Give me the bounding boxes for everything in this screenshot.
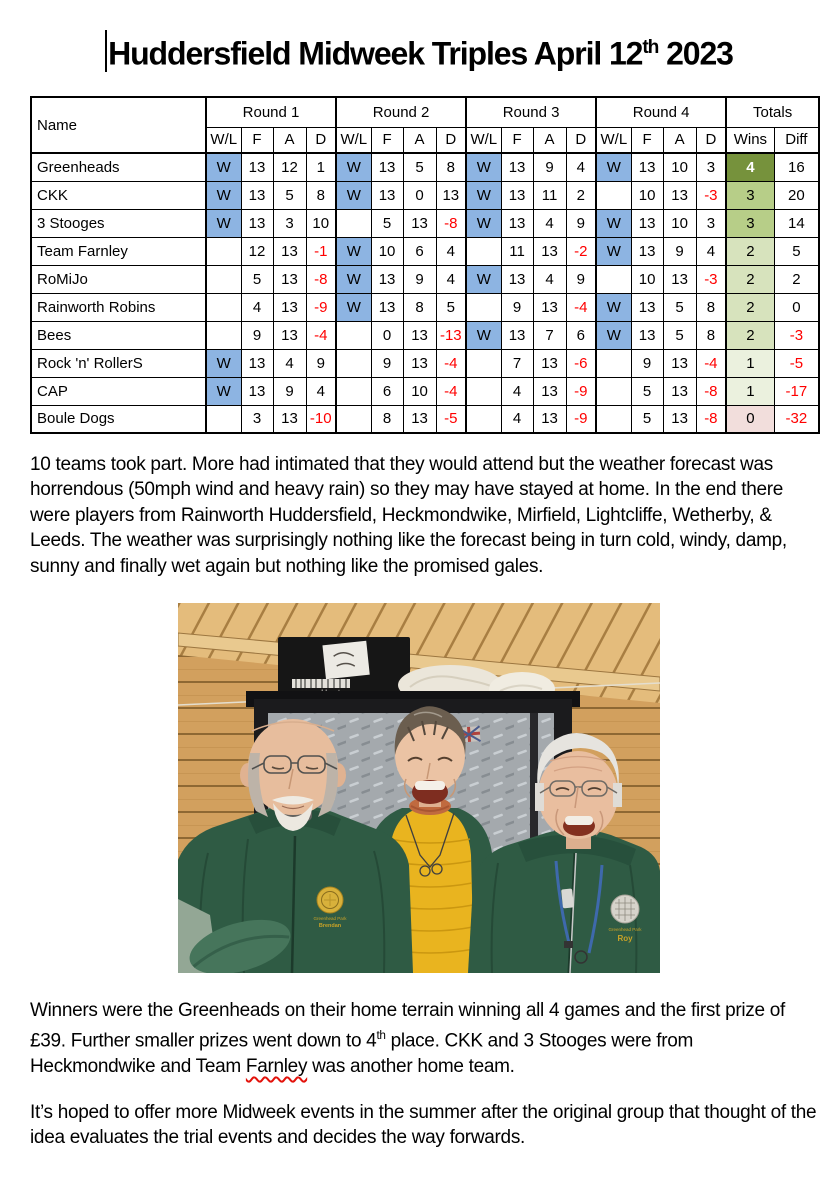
diff-cell: 0 bbox=[774, 293, 819, 321]
round-header-1: Round 1 bbox=[206, 97, 336, 127]
diff-cell: 16 bbox=[774, 153, 819, 181]
wl-cell bbox=[336, 405, 371, 433]
sub-header-diff: Diff bbox=[774, 127, 819, 153]
sub-header-f: F bbox=[631, 127, 663, 153]
wl-cell bbox=[206, 405, 241, 433]
team-name: Rock 'n' RollerS bbox=[31, 349, 206, 377]
f-cell: 13 bbox=[631, 293, 663, 321]
diff-cell: -32 bbox=[774, 405, 819, 433]
d-cell: 8 bbox=[306, 181, 336, 209]
a-cell: 6 bbox=[403, 237, 436, 265]
team-name: Greenheads bbox=[31, 153, 206, 181]
f-cell: 13 bbox=[501, 209, 533, 237]
a-cell: 13 bbox=[403, 321, 436, 349]
a-cell: 7 bbox=[533, 321, 566, 349]
f-cell: 13 bbox=[241, 209, 273, 237]
a-cell: 13 bbox=[273, 405, 306, 433]
team-name: CAP bbox=[31, 377, 206, 405]
wl-cell bbox=[336, 321, 371, 349]
sub-header-a: A bbox=[273, 127, 306, 153]
d-cell: 9 bbox=[306, 349, 336, 377]
f-cell: 13 bbox=[241, 153, 273, 181]
d-cell: 8 bbox=[696, 293, 726, 321]
d-cell: 4 bbox=[436, 265, 466, 293]
f-cell: 0 bbox=[371, 321, 403, 349]
wl-cell bbox=[466, 237, 501, 265]
d-cell: -1 bbox=[306, 237, 336, 265]
d-cell: -3 bbox=[696, 265, 726, 293]
sub-header-wl: W/L bbox=[206, 127, 241, 153]
f-cell: 13 bbox=[631, 153, 663, 181]
wl-cell bbox=[206, 237, 241, 265]
wl-cell: W bbox=[206, 209, 241, 237]
team-row bbox=[31, 153, 819, 181]
wins-cell: 4 bbox=[726, 153, 774, 181]
a-cell: 13 bbox=[273, 321, 306, 349]
a-cell: 4 bbox=[533, 265, 566, 293]
f-cell: 13 bbox=[631, 321, 663, 349]
results-table-body bbox=[31, 153, 819, 433]
d-cell: -4 bbox=[566, 293, 596, 321]
d-cell: 6 bbox=[566, 321, 596, 349]
team-name: Rainworth Robins bbox=[31, 293, 206, 321]
a-cell: 5 bbox=[663, 321, 696, 349]
wins-cell: 2 bbox=[726, 321, 774, 349]
team-row bbox=[31, 405, 819, 433]
a-cell: 13 bbox=[533, 349, 566, 377]
d-cell: -8 bbox=[436, 209, 466, 237]
sub-header-a: A bbox=[533, 127, 566, 153]
sub-header-d: D bbox=[566, 127, 596, 153]
d-cell: -5 bbox=[436, 405, 466, 433]
f-cell: 13 bbox=[631, 209, 663, 237]
paragraph-text: place. CKK and 3 Stooges were from Heckmondwike and Team bbox=[30, 1030, 694, 1078]
team-name: RoMiJo bbox=[31, 265, 206, 293]
a-cell: 4 bbox=[533, 209, 566, 237]
wl-cell: W bbox=[466, 153, 501, 181]
wl-cell bbox=[596, 181, 631, 209]
sub-header-wl: W/L bbox=[596, 127, 631, 153]
paragraph-text: was another home team. bbox=[307, 1056, 515, 1078]
a-cell: 4 bbox=[273, 349, 306, 377]
wl-cell bbox=[596, 405, 631, 433]
d-cell: 4 bbox=[306, 377, 336, 405]
wl-cell: W bbox=[206, 349, 241, 377]
a-cell: 13 bbox=[273, 237, 306, 265]
winners-photo-illustration bbox=[178, 603, 660, 973]
f-cell: 13 bbox=[631, 237, 663, 265]
f-cell: 13 bbox=[501, 265, 533, 293]
wl-cell: W bbox=[466, 181, 501, 209]
d-cell: -10 bbox=[306, 405, 336, 433]
wins-cell: 3 bbox=[726, 209, 774, 237]
d-cell: -4 bbox=[696, 349, 726, 377]
d-cell: -13 bbox=[436, 321, 466, 349]
a-cell: 3 bbox=[273, 209, 306, 237]
a-cell: 10 bbox=[663, 153, 696, 181]
d-cell: -9 bbox=[566, 405, 596, 433]
wl-cell bbox=[206, 321, 241, 349]
wl-cell: W bbox=[466, 265, 501, 293]
f-cell: 9 bbox=[631, 349, 663, 377]
a-cell: 13 bbox=[663, 349, 696, 377]
sub-header-a: A bbox=[403, 127, 436, 153]
team-row bbox=[31, 209, 819, 237]
a-cell: 13 bbox=[403, 405, 436, 433]
a-cell: 10 bbox=[663, 209, 696, 237]
a-cell: 13 bbox=[533, 237, 566, 265]
f-cell: 4 bbox=[501, 377, 533, 405]
team-row bbox=[31, 321, 819, 349]
f-cell: 10 bbox=[631, 265, 663, 293]
diff-cell: -5 bbox=[774, 349, 819, 377]
f-cell: 13 bbox=[241, 377, 273, 405]
team-name: Team Farnley bbox=[31, 237, 206, 265]
d-cell: -6 bbox=[566, 349, 596, 377]
a-cell: 13 bbox=[663, 181, 696, 209]
team-row bbox=[31, 293, 819, 321]
wl-cell bbox=[206, 293, 241, 321]
paragraph-text: It’s hoped to offer more Midweek events in the summer after the original group that thought of the idea evaluates the trial events and decides the way forwards. bbox=[30, 1102, 817, 1149]
wl-cell bbox=[336, 377, 371, 405]
paragraph-text: 10 teams took part. More had intimated that they would attend but the weather forecast was horrendous (50mph wind and heavy rain) so they may have stayed at home. In the end there were players from Rainworth Huddersfield, Heckmondwike, Mirfield, Lightcliffe, Wetherby, & Leeds. The weather was surprisingly nothing like the forecast being in turn cold, windy, damp, sunny and finally wet again but nothing like the promised gales. bbox=[30, 454, 787, 577]
d-cell: -4 bbox=[436, 377, 466, 405]
team-row bbox=[31, 377, 819, 405]
f-cell: 13 bbox=[501, 153, 533, 181]
wl-cell bbox=[596, 265, 631, 293]
f-cell: 5 bbox=[371, 209, 403, 237]
wl-cell bbox=[336, 209, 371, 237]
d-cell: -2 bbox=[566, 237, 596, 265]
a-cell: 13 bbox=[273, 293, 306, 321]
d-cell: 13 bbox=[436, 181, 466, 209]
team-row bbox=[31, 237, 819, 265]
d-cell: 4 bbox=[566, 153, 596, 181]
sub-header-a: A bbox=[663, 127, 696, 153]
wl-cell bbox=[596, 349, 631, 377]
a-cell: 13 bbox=[533, 405, 566, 433]
wins-cell: 2 bbox=[726, 293, 774, 321]
f-cell: 4 bbox=[241, 293, 273, 321]
wins-cell: 2 bbox=[726, 265, 774, 293]
page-title bbox=[105, 22, 733, 80]
wl-cell: W bbox=[596, 153, 631, 181]
wl-cell bbox=[466, 405, 501, 433]
title-superscript: th bbox=[642, 37, 659, 58]
title-text: Huddersfield Midweek Triples April 12 bbox=[108, 35, 643, 72]
wins-cell: 1 bbox=[726, 349, 774, 377]
f-cell: 7 bbox=[501, 349, 533, 377]
diff-cell: 2 bbox=[774, 265, 819, 293]
a-cell: 11 bbox=[533, 181, 566, 209]
d-cell: 8 bbox=[436, 153, 466, 181]
d-cell: 3 bbox=[696, 153, 726, 181]
sub-header-f: F bbox=[371, 127, 403, 153]
team-row bbox=[31, 181, 819, 209]
d-cell: -8 bbox=[696, 405, 726, 433]
f-cell: 13 bbox=[501, 181, 533, 209]
d-cell: 9 bbox=[566, 265, 596, 293]
f-cell: 13 bbox=[241, 349, 273, 377]
sub-header-f: F bbox=[501, 127, 533, 153]
wl-cell: W bbox=[206, 153, 241, 181]
wl-cell: W bbox=[336, 265, 371, 293]
d-cell: -4 bbox=[436, 349, 466, 377]
svg-text:Brendan: Brendan bbox=[318, 923, 342, 929]
a-cell: 13 bbox=[663, 265, 696, 293]
wins-cell: 2 bbox=[726, 237, 774, 265]
sub-header-d: D bbox=[306, 127, 336, 153]
a-cell: 9 bbox=[273, 377, 306, 405]
f-cell: 11 bbox=[501, 237, 533, 265]
a-cell: 10 bbox=[403, 377, 436, 405]
team-row bbox=[31, 349, 819, 377]
team-name: Bees bbox=[31, 321, 206, 349]
wl-cell: W bbox=[596, 209, 631, 237]
paragraph-winners[interactable] bbox=[30, 998, 822, 1080]
round-header-3: Round 3 bbox=[466, 97, 596, 127]
wl-cell bbox=[466, 349, 501, 377]
svg-text:Greenhead Park: Greenhead Park bbox=[313, 916, 347, 921]
wl-cell: W bbox=[206, 181, 241, 209]
a-cell: 13 bbox=[403, 349, 436, 377]
svg-text:Roy: Roy bbox=[617, 934, 633, 943]
wl-cell: W bbox=[596, 293, 631, 321]
a-cell: 9 bbox=[403, 265, 436, 293]
paragraph-text: Winners were the Greenheads on their home terrain winning all 4 games and the first prize of £39. Further smaller prizes went down to 4 bbox=[30, 1000, 785, 1052]
wl-cell: W bbox=[336, 237, 371, 265]
f-cell: 9 bbox=[241, 321, 273, 349]
a-cell: 13 bbox=[663, 377, 696, 405]
a-cell: 12 bbox=[273, 153, 306, 181]
team-name: CKK bbox=[31, 181, 206, 209]
wl-cell: W bbox=[336, 153, 371, 181]
a-cell: 13 bbox=[533, 377, 566, 405]
wl-cell: W bbox=[466, 321, 501, 349]
diff-cell: 14 bbox=[774, 209, 819, 237]
wins-cell: 3 bbox=[726, 181, 774, 209]
wl-cell: W bbox=[596, 321, 631, 349]
diff-cell: 20 bbox=[774, 181, 819, 209]
sub-header-wl: W/L bbox=[336, 127, 371, 153]
a-cell: 5 bbox=[663, 293, 696, 321]
d-cell: -3 bbox=[696, 181, 726, 209]
a-cell: 5 bbox=[273, 181, 306, 209]
f-cell: 9 bbox=[371, 349, 403, 377]
f-cell: 13 bbox=[371, 265, 403, 293]
a-cell: 9 bbox=[533, 153, 566, 181]
a-cell: 13 bbox=[403, 209, 436, 237]
d-cell: -9 bbox=[566, 377, 596, 405]
wl-cell: W bbox=[336, 181, 371, 209]
sub-header-f: F bbox=[241, 127, 273, 153]
d-cell: 10 bbox=[306, 209, 336, 237]
sub-header-d: D bbox=[696, 127, 726, 153]
title-row[interactable] bbox=[0, 22, 838, 80]
wins-cell: 1 bbox=[726, 377, 774, 405]
d-cell: 3 bbox=[696, 209, 726, 237]
d-cell: 4 bbox=[436, 237, 466, 265]
f-cell: 8 bbox=[371, 405, 403, 433]
a-cell: 8 bbox=[403, 293, 436, 321]
wl-cell: W bbox=[466, 209, 501, 237]
diff-cell: -3 bbox=[774, 321, 819, 349]
winners-photo bbox=[178, 603, 660, 973]
f-cell: 5 bbox=[241, 265, 273, 293]
results-table[interactable] bbox=[30, 96, 820, 434]
f-cell: 13 bbox=[241, 181, 273, 209]
a-cell: 13 bbox=[533, 293, 566, 321]
f-cell: 4 bbox=[501, 405, 533, 433]
wl-cell bbox=[596, 377, 631, 405]
wl-cell bbox=[336, 349, 371, 377]
d-cell: 2 bbox=[566, 181, 596, 209]
wl-cell: W bbox=[336, 293, 371, 321]
totals-header: Totals bbox=[726, 97, 819, 127]
col-header-name: Name bbox=[31, 97, 206, 153]
spellcheck-word: Farnley bbox=[245, 1056, 308, 1078]
f-cell: 13 bbox=[501, 321, 533, 349]
wl-cell bbox=[206, 265, 241, 293]
wl-cell: W bbox=[206, 377, 241, 405]
paragraph-event-report[interactable] bbox=[30, 452, 822, 579]
text-cursor bbox=[105, 30, 107, 72]
team-name: 3 Stooges bbox=[31, 209, 206, 237]
f-cell: 3 bbox=[241, 405, 273, 433]
d-cell: 9 bbox=[566, 209, 596, 237]
ordinal-superscript: th bbox=[376, 1029, 386, 1043]
f-cell: 13 bbox=[371, 153, 403, 181]
team-row bbox=[31, 265, 819, 293]
results-table-head bbox=[31, 97, 819, 153]
a-cell: 13 bbox=[273, 265, 306, 293]
wl-cell bbox=[466, 293, 501, 321]
f-cell: 12 bbox=[241, 237, 273, 265]
wl-cell: W bbox=[596, 237, 631, 265]
diff-cell: -17 bbox=[774, 377, 819, 405]
d-cell: 5 bbox=[436, 293, 466, 321]
d-cell: -8 bbox=[696, 377, 726, 405]
d-cell: 8 bbox=[696, 321, 726, 349]
wl-cell bbox=[466, 377, 501, 405]
f-cell: 13 bbox=[371, 293, 403, 321]
round-header-4: Round 4 bbox=[596, 97, 726, 127]
f-cell: 10 bbox=[631, 181, 663, 209]
a-cell: 9 bbox=[663, 237, 696, 265]
svg-text:Greenhead Park: Greenhead Park bbox=[608, 927, 642, 932]
wins-cell: 0 bbox=[726, 405, 774, 433]
f-cell: 13 bbox=[371, 181, 403, 209]
sub-header-wl: W/L bbox=[466, 127, 501, 153]
d-cell: 1 bbox=[306, 153, 336, 181]
f-cell: 5 bbox=[631, 405, 663, 433]
team-name: Boule Dogs bbox=[31, 405, 206, 433]
diff-cell: 5 bbox=[774, 237, 819, 265]
a-cell: 0 bbox=[403, 181, 436, 209]
a-cell: 5 bbox=[403, 153, 436, 181]
d-cell: -9 bbox=[306, 293, 336, 321]
d-cell: -8 bbox=[306, 265, 336, 293]
paragraph-future-events[interactable] bbox=[30, 1100, 822, 1151]
f-cell: 6 bbox=[371, 377, 403, 405]
f-cell: 5 bbox=[631, 377, 663, 405]
d-cell: 4 bbox=[696, 237, 726, 265]
sub-header-wins: Wins bbox=[726, 127, 774, 153]
round-header-2: Round 2 bbox=[336, 97, 466, 127]
f-cell: 10 bbox=[371, 237, 403, 265]
title-year: 2023 bbox=[658, 35, 733, 72]
a-cell: 13 bbox=[663, 405, 696, 433]
f-cell: 9 bbox=[501, 293, 533, 321]
sub-header-d: D bbox=[436, 127, 466, 153]
d-cell: -4 bbox=[306, 321, 336, 349]
